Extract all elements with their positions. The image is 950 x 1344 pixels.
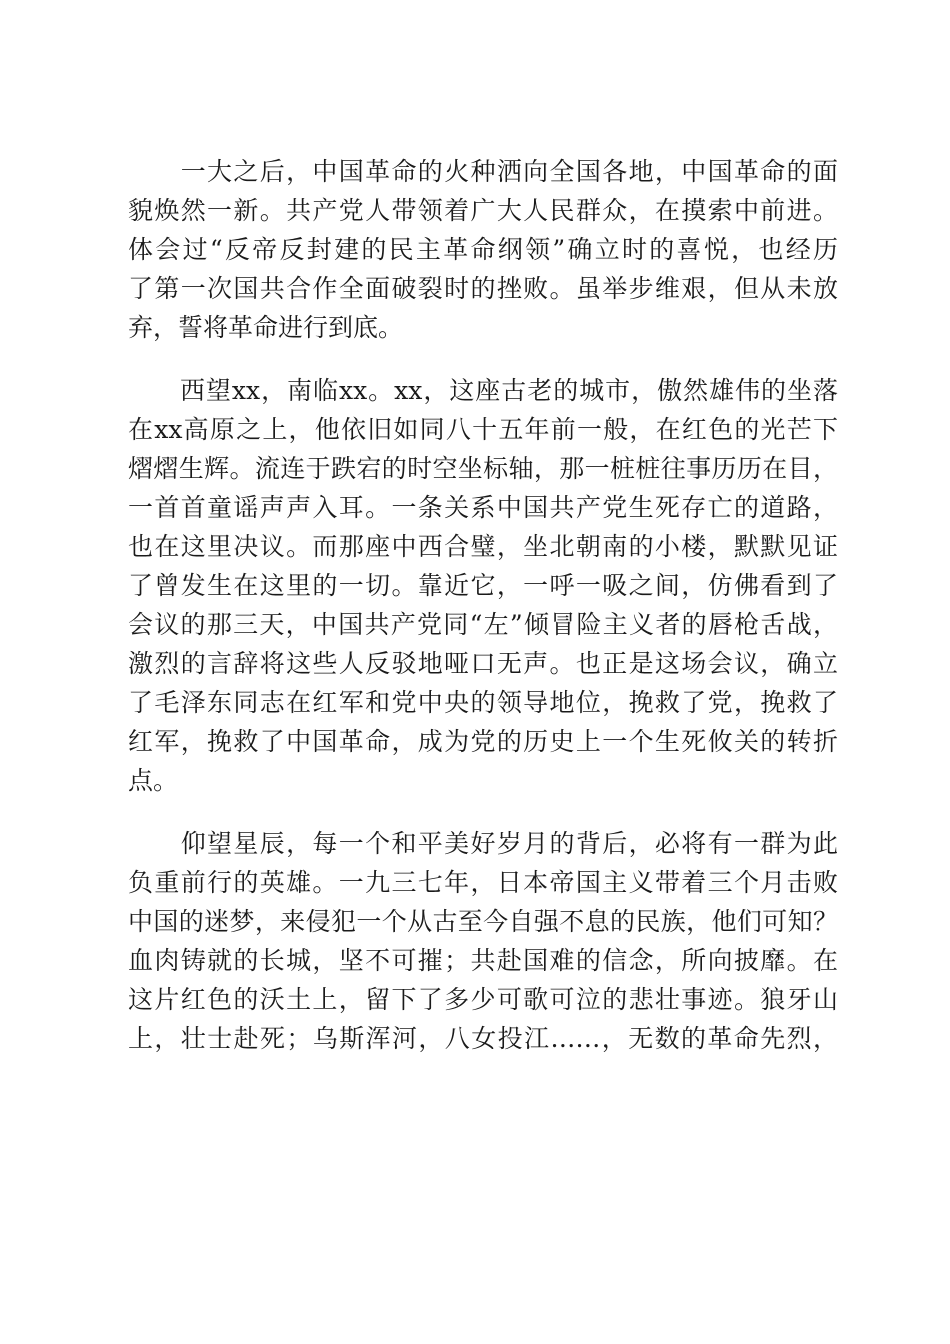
text-line: 熠熠生辉。流连于跌宕的时空坐标轴，那一桩桩往事历历在目， [128,454,838,483]
text-line: 西望xx，南临xx。xx，这座古老的城市，傲然雄伟的坐落 [128,376,838,405]
text-line: 会议的那三天，中国共产党同“左”倾冒险主义者的唇枪舌战， [128,610,838,639]
paragraph-2 [128,371,838,800]
text-line: 血肉铸就的长城，坚不可摧；共赴国难的信念，所向披靡。在 [128,946,838,975]
document-body [128,152,838,1082]
text-line: 中国的迷梦，来侵犯一个从古至今自强不息的民族，他们可知？ [128,907,838,936]
text-line: 在xx高原之上，他依旧如同八十五年前一般，在红色的光芒下 [128,415,838,444]
text-line: 负重前行的英雄。一九三七年，日本帝国主义带着三个月击败 [128,868,838,897]
text-line: 了毛泽东同志在红军和党中央的领导地位，挽救了党，挽救了 [128,688,838,717]
text-line: 也在这里决议。而那座中西合璧，坐北朝南的小楼，默默见证 [128,532,838,561]
text-line: 一首首童谣声声入耳。一条关系中国共产党生死存亡的道路， [128,493,838,522]
text-line: 红军，挽救了中国革命，成为党的历史上一个生死攸关的转折 [128,727,838,756]
text-line: 仰望星辰，每一个和平美好岁月的背后，必将有一群为此 [128,829,838,858]
text-line: 一大之后，中国革命的火种洒向全国各地，中国革命的面 [128,157,838,186]
text-line: 上，壮士赴死；乌斯浑河，八女投江……，无数的革命先烈， [128,1024,838,1053]
text-line: 了第一次国共合作全面破裂时的挫败。虽举步维艰，但从未放 [128,274,838,303]
text-line: 这片红色的沃土上，留下了多少可歌可泣的悲壮事迹。狼牙山 [128,985,838,1014]
paragraph-3 [128,824,838,1058]
text-line: 貌焕然一新。共产党人带领着广大人民群众，在摸索中前进。 [128,196,838,225]
text-line: 弃，誓将革命进行到底。 [128,313,404,342]
paragraph-1 [128,152,838,347]
text-line: 点。 [128,766,179,795]
text-line: 体会过“反帝反封建的民主革命纲领”确立时的喜悦，也经历 [128,235,838,264]
text-line: 了曾发生在这里的一切。靠近它，一呼一吸之间，仿佛看到了 [128,571,838,600]
text-line: 激烈的言辞将这些人反驳地哑口无声。也正是这场会议，确立 [128,649,838,678]
